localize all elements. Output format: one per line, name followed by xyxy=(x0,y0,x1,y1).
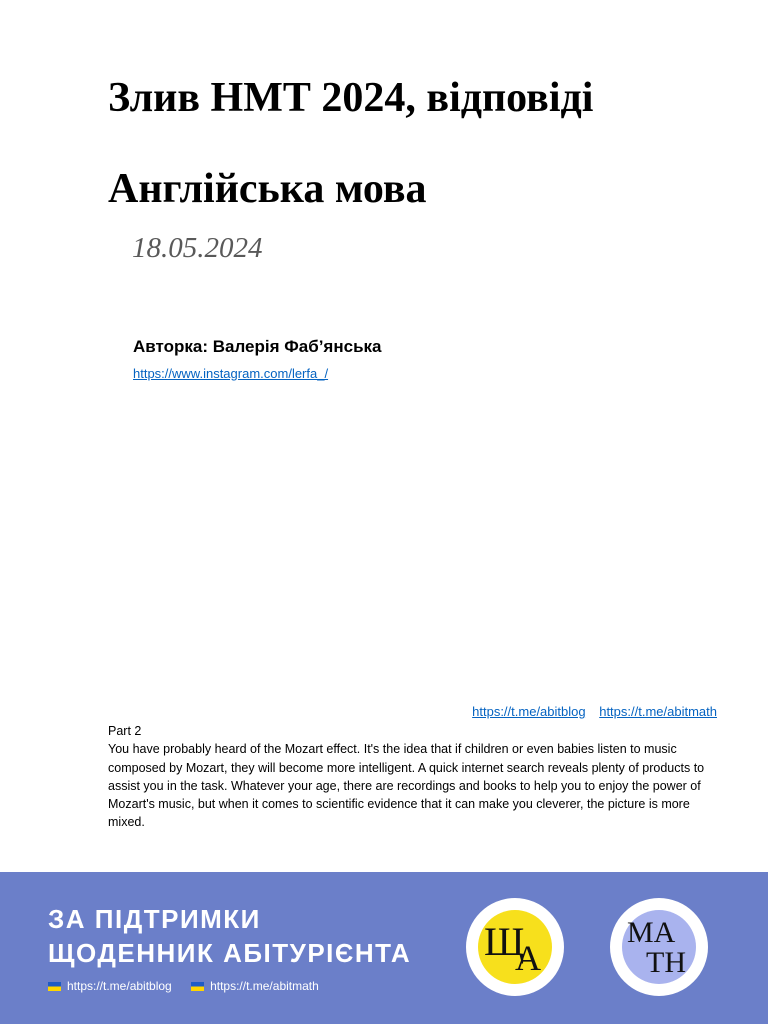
banner-line-1: ЗА ПІДТРИМКИ xyxy=(48,904,261,934)
part-2-section xyxy=(108,722,720,832)
abitmath-link[interactable]: https://t.me/abitmath xyxy=(599,704,717,719)
banner-line-2: ЩОДЕННИК АБІТУРІЄНТА xyxy=(48,938,412,968)
banner-links xyxy=(48,979,335,994)
math-logo xyxy=(610,898,708,996)
math-logo-letters-bottom: ТН xyxy=(646,946,686,979)
page-subtitle: Англійська мова xyxy=(108,166,427,212)
author-instagram-link[interactable]: https://www.instagram.com/lerfa_/ xyxy=(133,366,329,381)
author-name: Валерія Фаб’янська xyxy=(212,337,382,356)
part-paragraph: You have probably heard of the Mozart effect. It's the idea that if children or even babies listen to music composed by Mozart, they will become more intelligent. A quick internet search reveals plenty of products to assist you in the task. Whatever your age, there are recordings and books to help you to enjoy the power of Mozart's music, but when it comes to scientific evidence that it can make you cleverer, the picture is more mixed. xyxy=(108,742,705,830)
part-heading: Part 2 xyxy=(108,724,142,738)
author-label: Авторка: xyxy=(133,337,208,356)
header-links xyxy=(472,704,717,719)
date: 18.05.2024 xyxy=(132,232,263,264)
sha-logo-letter-top: Щ xyxy=(484,919,525,964)
banner-abitmath-link[interactable]: https://t.me/abitmath xyxy=(210,979,319,993)
page-title: Злив НМТ 2024, відповіді xyxy=(108,75,594,121)
sha-logo-letter-bottom: А xyxy=(515,938,541,978)
abitblog-link[interactable]: https://t.me/abitblog xyxy=(472,704,586,719)
author-line xyxy=(133,337,382,357)
ukraine-flag-icon xyxy=(191,982,204,991)
sha-logo xyxy=(466,898,564,996)
ukraine-flag-icon xyxy=(48,982,61,991)
math-logo-letters-top: МА xyxy=(627,916,676,949)
banner-abitblog-link[interactable]: https://t.me/abitblog xyxy=(67,979,172,993)
